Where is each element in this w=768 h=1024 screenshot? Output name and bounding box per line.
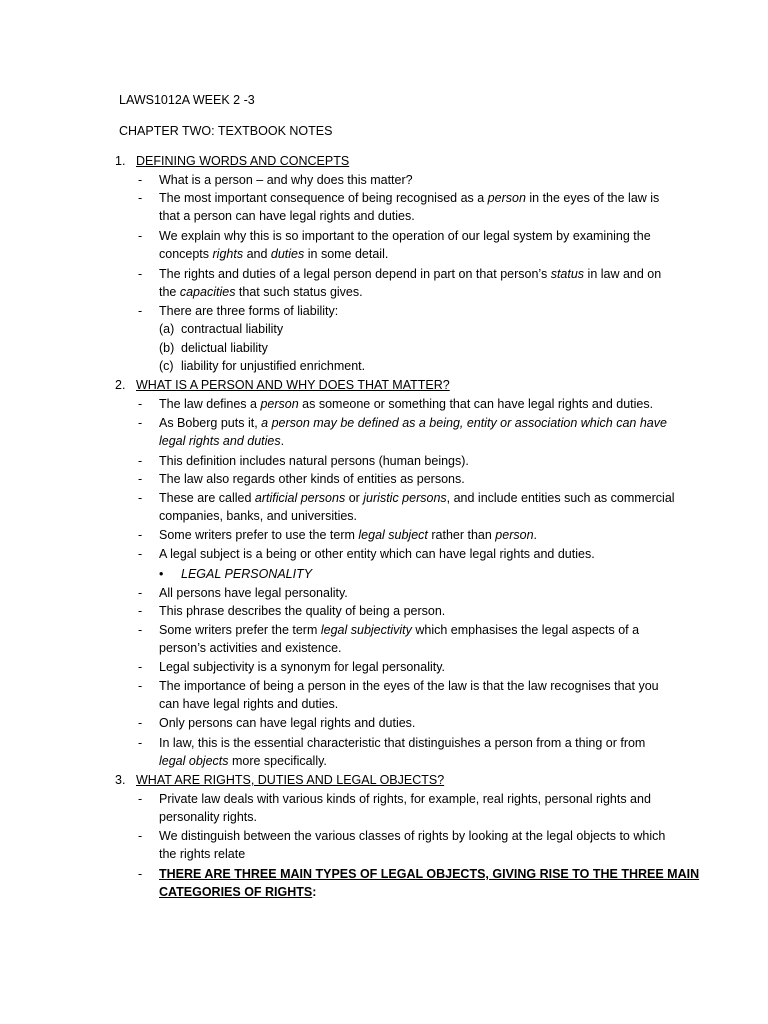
dash: - bbox=[138, 267, 143, 281]
list-item: The law defines a person as someone or something that can have legal rights and duties. bbox=[159, 397, 654, 411]
dash: - bbox=[138, 623, 143, 637]
dash: - bbox=[138, 679, 143, 693]
dash: - bbox=[138, 454, 143, 468]
list-item-continuation: can have legal rights and duties. bbox=[159, 697, 339, 711]
dash: - bbox=[138, 604, 143, 618]
list-item: We distinguish between the various classes of rights by looking at the legal objects to which bbox=[159, 829, 666, 843]
dash: - bbox=[138, 867, 143, 881]
dash: - bbox=[138, 491, 143, 505]
list-item: We explain why this is so important to the operation of our legal system by examining the bbox=[159, 229, 651, 243]
sub-item-label: (b) bbox=[159, 341, 175, 355]
dash: - bbox=[138, 792, 143, 806]
dash: - bbox=[138, 586, 143, 600]
list-item-continuation: legal objects more specifically. bbox=[159, 754, 327, 768]
list-item: This phrase describes the quality of being a person. bbox=[159, 604, 446, 618]
dash: - bbox=[138, 304, 143, 318]
dash: - bbox=[138, 191, 143, 205]
dash: - bbox=[138, 229, 143, 243]
list-item-continuation: person’s activities and existence. bbox=[159, 641, 342, 655]
dash: - bbox=[138, 736, 143, 750]
section-3-heading: WHAT ARE RIGHTS, DUTIES AND LEGAL OBJECTS? bbox=[136, 773, 445, 787]
section-2-heading: WHAT IS A PERSON AND WHY DOES THAT MATTER? bbox=[136, 378, 450, 392]
sub-item-label: (a) bbox=[159, 322, 175, 336]
list-item: Legal subjectivity is a synonym for legal personality. bbox=[159, 660, 446, 674]
list-item: The law also regards other kinds of entities as persons. bbox=[159, 472, 465, 486]
sub-item-text: delictual liability bbox=[181, 341, 268, 355]
document-title: LAWS1012A WEEK 2 -3 bbox=[119, 93, 255, 107]
section-3-number: 3. bbox=[115, 773, 126, 787]
dash: - bbox=[138, 173, 143, 187]
list-item: As Boberg puts it, a person may be defined as a being, entity or association which can have bbox=[159, 416, 667, 430]
list-item-continuation: personality rights. bbox=[159, 810, 257, 824]
list-item-continuation: that a person can have legal rights and duties. bbox=[159, 209, 415, 223]
list-item: The most important consequence of being recognised as a person in the eyes of the law is bbox=[159, 191, 660, 205]
list-item-continuation: legal rights and duties. bbox=[159, 434, 285, 448]
section-2-number: 2. bbox=[115, 378, 126, 392]
sub-item-text: liability for unjustified enrichment. bbox=[181, 359, 366, 373]
dash: - bbox=[138, 716, 143, 730]
dash: - bbox=[138, 416, 143, 430]
list-item: In law, this is the essential characteristic that distinguishes a person from a thing or from bbox=[159, 736, 646, 750]
document-subtitle: CHAPTER TWO: TEXTBOOK NOTES bbox=[119, 124, 333, 138]
list-item: Only persons can have legal rights and duties. bbox=[159, 716, 416, 730]
list-item-emphasis: THERE ARE THREE MAIN TYPES OF LEGAL OBJECTS, GIVING RISE TO THE THREE MAIN bbox=[159, 867, 700, 881]
list-item-continuation: the capacities that such status gives. bbox=[159, 285, 363, 299]
section-1-number: 1. bbox=[115, 154, 126, 168]
list-item-continuation: concepts rights and duties in some detail. bbox=[159, 247, 389, 261]
list-item: Some writers prefer the term legal subjectivity which emphasises the legal aspects of a bbox=[159, 623, 640, 637]
sub-item-label: (c) bbox=[159, 359, 174, 373]
list-item: A legal subject is a being or other entity which can have legal rights and duties. bbox=[159, 547, 595, 561]
list-item: All persons have legal personality. bbox=[159, 586, 348, 600]
dash: - bbox=[138, 660, 143, 674]
section-1-heading: DEFINING WORDS AND CONCEPTS bbox=[136, 154, 350, 168]
subheading-legal-personality: LEGAL PERSONALITY bbox=[181, 567, 313, 581]
list-item: The importance of being a person in the eyes of the law is that the law recognises that you bbox=[159, 679, 659, 693]
list-item: These are called artificial persons or juristic persons, and include entities such as commercial bbox=[159, 491, 675, 505]
list-item: What is a person – and why does this matter? bbox=[159, 173, 413, 187]
list-item: There are three forms of liability: bbox=[159, 304, 339, 318]
list-item-continuation: companies, banks, and universities. bbox=[159, 509, 358, 523]
list-item: Some writers prefer to use the term legal subject rather than person. bbox=[159, 528, 538, 542]
list-item-continuation: the rights relate bbox=[159, 847, 246, 861]
dash: - bbox=[138, 829, 143, 843]
sub-item-text: contractual liability bbox=[181, 322, 284, 336]
dash: - bbox=[138, 397, 143, 411]
list-item: This definition includes natural persons (human beings). bbox=[159, 454, 469, 468]
list-item: The rights and duties of a legal person depend in part on that person’s status in law and on bbox=[159, 267, 662, 281]
list-item: Private law deals with various kinds of rights, for example, real rights, personal rights and bbox=[159, 792, 651, 806]
bullet-icon: • bbox=[159, 567, 164, 581]
list-item-continuation: CATEGORIES OF RIGHTS: bbox=[159, 885, 317, 899]
dash: - bbox=[138, 528, 143, 542]
dash: - bbox=[138, 472, 143, 486]
dash: - bbox=[138, 547, 143, 561]
